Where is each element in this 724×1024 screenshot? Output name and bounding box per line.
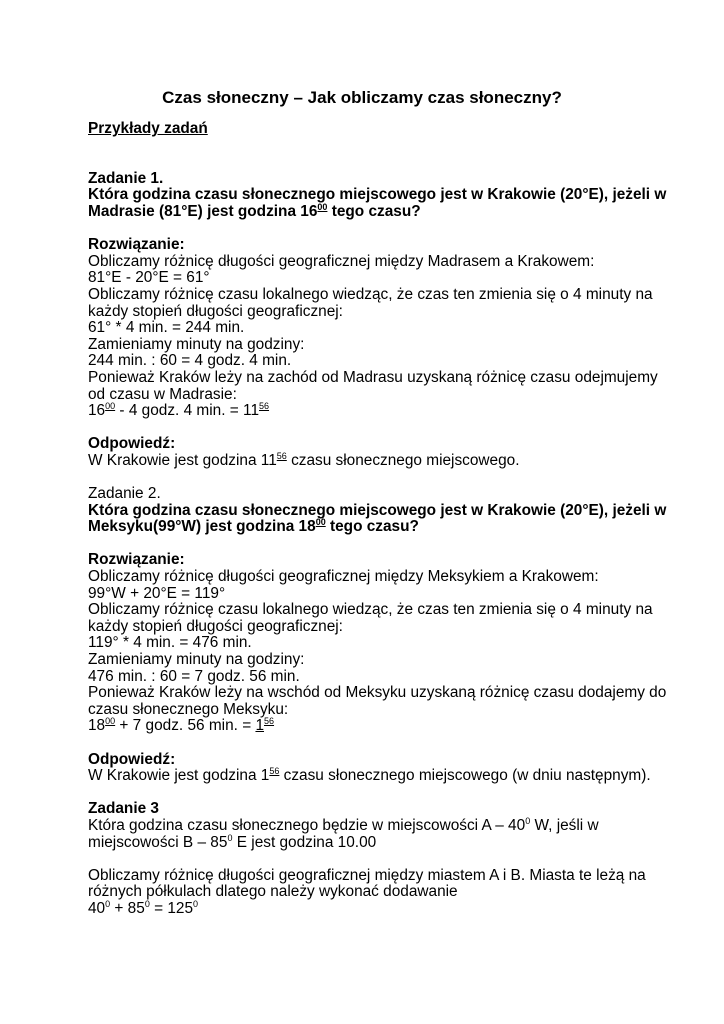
task1-label: Zadanie 1. <box>88 169 164 187</box>
task3-equation: $40^0 + 85^0 = 125^0$ <box>88 898 199 917</box>
task1-solution-line: 244 min. : 60 = 4 godz. 4 min. <box>88 352 292 370</box>
task1-solution-line: 61° * 4 min. = 244 min. <box>88 319 245 337</box>
task1-solution-line: 81°E - 20°E = 61° <box>88 269 210 287</box>
task2-solution-line: 476 min. : 60 = 7 godz. 56 min. <box>88 667 300 685</box>
task2-solution-label: Rozwiązanie: <box>88 551 185 569</box>
task2-solution-line: 119° * 4 min. = 476 min. <box>88 634 252 652</box>
task2-solution-line: 99°W + 20°E = 119° <box>88 584 226 602</box>
task2-question-line1: Która godzina czasu słonecznego miejscowego jest w Krakowie (20°E), jeżeli w <box>88 501 667 519</box>
task1-solution-line: Zamieniamy minuty na godziny: <box>88 335 305 353</box>
task3-text-line: różnych półkulach dlatego należy wykonać dodawanie <box>88 883 458 901</box>
task2-solution-line: Obliczamy różnicę długości geograficznej między Meksykiem a Krakowem: <box>88 568 599 586</box>
task1-question-line2: Madrasie (81°E) jest godzina $16^{00}$ tego czasu? <box>88 201 421 220</box>
task2-solution-line: czasu słonecznego Meksyku: <box>88 700 289 718</box>
task2-solution-line: Obliczamy różnicę czasu lokalnego wiedząc, że czas ten zmienia się o 4 minuty na <box>88 601 653 619</box>
task2-solution-result: $18^{00} + 7$ godz. 56 min. = $1^{56}$ <box>88 716 275 735</box>
task2-solution-line: Ponieważ Kraków leży na wschód od Meksyku uzyskaną różnicę czasu dodajemy do <box>88 684 667 702</box>
task1-solution-result: $16^{00} - 4$ godz. 4 min. = $11^{56}$ <box>88 401 270 420</box>
task3-question-line2: miejscowości B – $85^0$ E jest godzina 10.00 <box>88 832 377 851</box>
task1-answer-text: W Krakowie jest godzina $11^{56}$ czasu słonecznego miejscowego. <box>88 450 520 469</box>
task1-solution-line: Obliczamy różnicę czasu lokalnego wiedząc, że czas ten zmienia się o 4 minuty na <box>88 285 653 303</box>
task1-solution-line: od czasu w Madrasie: <box>88 385 237 403</box>
task1-solution-label: Rozwiązanie: <box>88 236 185 254</box>
task3-label: Zadanie 3 <box>88 800 159 818</box>
task1-solution-line: Obliczamy różnicę długości geograficznej między Madrasem a Krakowem: <box>88 252 595 270</box>
task2-question-line2: Meksyku(99°W) jest godzina $18^{00}$ tego czasu? <box>88 517 419 536</box>
task3-text-line: Obliczamy różnicę długości geograficznej między miastem A i B. Miasta te leżą na <box>88 866 646 884</box>
task2-answer-label: Odpowiedź: <box>88 750 176 768</box>
task1-solution-line: każdy stopień długości geograficznej: <box>88 302 343 320</box>
task1-solution-line: Ponieważ Kraków leży na zachód od Madrasu uzyskaną różnicę czasu odejmujemy <box>88 368 658 386</box>
task2-solution-line: każdy stopień długości geograficznej: <box>88 617 343 635</box>
task2-label: Zadanie 2. <box>88 485 161 503</box>
task1-question-line1: Która godzina czasu słonecznego miejscowego jest w Krakowie (20°E), jeżeli w <box>88 186 667 204</box>
document-body <box>88 121 688 918</box>
page-title: Czas słoneczny – Jak obliczamy czas słoneczny? <box>162 88 562 107</box>
task2-answer-text: W Krakowie jest godzina $1^{56}$ czasu słonecznego miejscowego (w dniu następnym). <box>88 766 651 785</box>
examples-heading: Przykłady zadań <box>88 120 208 137</box>
task1-answer-label: Odpowiedź: <box>88 435 176 453</box>
task3-question-line1: Która godzina czasu słonecznego będzie w miejscowości A – $40^0$ W, jeśli w <box>88 815 599 834</box>
task2-solution-line: Zamieniamy minuty na godziny: <box>88 651 305 668</box>
superscript-minutes: 00 <box>317 201 328 212</box>
